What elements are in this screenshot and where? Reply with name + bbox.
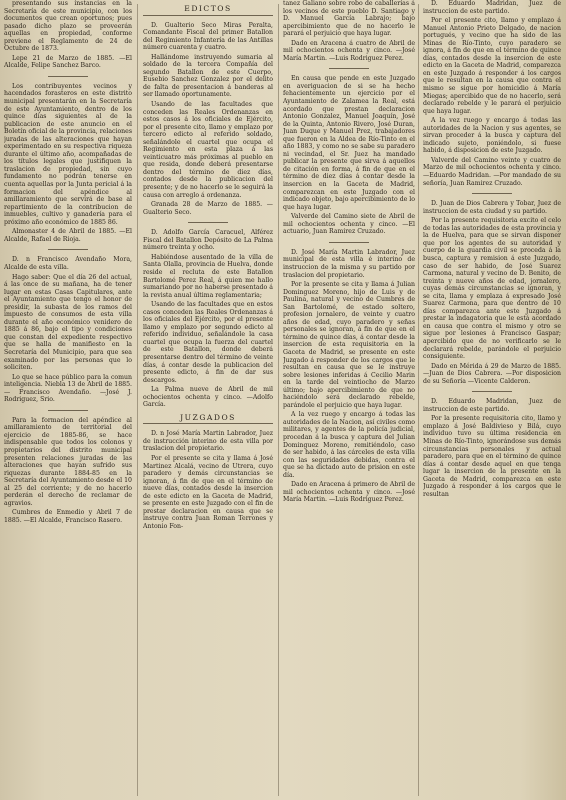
column-rule: [418, 4, 419, 796]
paragraph: D. José María Martin Labrador, Juez municipal de esta villa é interino de instruccion de la misma y su partido por traslacion del propietario.: [283, 248, 415, 279]
paragraph: Por la presente requisitoria cito, llamo y emplazo á José Baldivieso y Bilá, cuyo individuo tuvo su última residencia en Minas de Río-Tinto, ignorándose sus demás circunstancias personales y actual paradero, para que en el término de quince días á contar desde aquel en que tenga lugar la insercion de la presente en la Gaceta de Madrid, comparezca en este Juzgado á responder á los cargos que le resultan: [423, 415, 561, 498]
column-rule: [137, 4, 138, 796]
section-heading: JUZGADOS: [143, 414, 273, 425]
paragraph: Usando de las facultades que en estos casos conceden las Reales Ordenanzas á los oficiales del Ejército, por el presente llamo y emplazo por segundo edicto al referido individuo, señalándole la casa cuartel que ocupa la fuerza del cuartel de este Batallon, donde deberá presentarse dentro del término de veinte días, á contar desde la publicacion del presente edicto, á fin de dar sus descargos.: [143, 301, 273, 384]
section-separator: [472, 391, 512, 392]
paragraph: Por el presente cito, llamo y emplazo á Manuel Antonio Prieto Delgado, de nacion portugués, y vecino que ha sido de las Minas de Río-Tinto, cuyo paradero se ignora, á fin de que en el término de quince días, contados desde la insercion de este edicto en la Gaceta de Madrid, comparezca en este Juzgado á responder á los cargos que le resultan en la causa que contra el mismo se sigue por homicidio á María Miegas; apercibido que de no hacerlo, será declarado rebelde y le parará el perjuicio que haya lugar.: [423, 17, 561, 115]
paragraph: Por la presente se cita y llama á Julian Dominguez Moreno, hijo de Luis y de Paulina, natural y vecino de Cumbres de San Bartolomé, de estado soltero, profesion jornalero, de veinte y cuatro años de edad, cuyo paradero y señas personales se ignoran, á fin de que en el término de quince días, á contar desde la insercion de esta requisitoria en la Gaceta de Madrid, se presente en este Juzgado á responder de los cargos que le resultan en causa que se le instruye sobre lesiones inferidas á Cecilio Marin en la tarde del veintiocho de Marzo último; bajo apercibimiento de que no haciéndolo será declarado rebelde, parándole el perjuicio que haya lugar.: [283, 281, 415, 409]
column-rule: [278, 4, 279, 796]
paragraph: D. n Francisco Avendaño Mora, Alcalde de esta villa.: [4, 256, 132, 271]
paragraph: D. Eduardo Madridan, Juez de instruccion de este partido.: [423, 0, 561, 15]
paragraph: Por el presente se cita y llama á José Martinez Alcalá, vecino de Utrera, cuyo paradero y demás circunstancias se ignoran, á fin de que en el término de nueve días, contados desde la insercion de este edicto en la Gaceta de Madrid, se presente en este Juzgado con el fin de prestar declaracion en causa que se instruye contra Juan Roman Terrones y Antonio Fon-: [143, 454, 273, 530]
section-separator: [329, 68, 369, 69]
section-separator: [472, 193, 512, 194]
paragraph: Dado en Mérida á 29 de Marzo de 1885. —Juan de Dios Cabrera. —Por disposicion de su Señoría —Vicente Calderon.: [423, 362, 561, 385]
paragraph: D. Adolfo García Caracuel, Alférez Fiscal del Batallon Depósito de La Palma número treinta y ocho.: [143, 229, 273, 252]
paragraph: A la vez ruego y encargo á todas las autoridades de la Nacion, así civiles como militares, y agentes de la policía judicial, procedan á la busca y captura del Julian Dominguez Moreno, remitiéndolo, caso de ser habido, á las cárceles de esta villa con las seguridades debidas, contra el que se ha dictado auto de prision en este día.: [283, 411, 415, 479]
paragraph: Dado en Aracena á cuatro de Abril de mil ochocientos ochenta y cinco. —José María Martin. —Luis Rodriguez Perez.: [283, 39, 415, 62]
paragraph: D. Eduardo Madridan, Juez de instruccion de este partido.: [423, 398, 561, 413]
column-1: [4, 0, 132, 800]
paragraph: La Palma nueve de Abril de mil ochocientos ochenta y cinco. —Adolfo García.: [143, 386, 273, 409]
paragraph: Granada 28 de Marzo de 1885. —Gualterio Seco.: [143, 201, 273, 216]
paragraph: A la vez ruego y encargo á todas las autoridades de la Nacion y sus agentes, se sirvan proceder á la busca y captura del indicado sujeto, poniéndolo, si fuese habido, á disposicion de este Juzgado.: [423, 117, 561, 155]
paragraph: Para la formacion del apéndice al amillaramiento de territorial del ejercicio de 1885-86, se hace indispensable que todos los colonos y propietarios del distrito municipal presenten relaciones juradas de las alteraciones que hayan sufrido sus riquezas durante 1884-85 en la Secretaría del Ayuntamiento desde el 10 al 25 del corriente; y de no hacerlo perderán el derecho de reclamar de agravios.: [4, 416, 132, 507]
paragraph: D. Juan de Dios Cabrera y Tobar, Juez de instruccion de esta ciudad y su partido.: [423, 200, 561, 215]
paragraph: En causa que pende en este Juzgado en averiguacion de si se ha hecho fehacientemente un ejercicio por el Ayuntamiento de Zalamea la Real, está acordado que prestan declaracion Antonio Gonzalez, Manuel Joaquín, José de la Quinta, Antonio Rivero, José Duran, Juan Duque y Manuel Prez, trabajadores que fueron en la Aldea de Río-Tinto en el año 1883, y como no se sabe su paradero ni vecindad, el Sr. Juez ha mandado publicar la presente que sirva á aquellos de citación en forma, á fin de que en el término de diez días á contar desde la insercion en la Gaceta de Madrid, comparezcan en este Juzgado con el indicado objeto, bajo apercibimiento de lo que haya lugar.: [283, 75, 415, 211]
section-separator: [329, 242, 369, 243]
paragraph: Lepe 21 de Marzo de 1885. —El Alcalde, Felipe Sanchez Barco.: [4, 54, 132, 70]
paragraph: Dado en Aracena á primero de Abril de mil ochocientos ochenta y cinco. —José María Martin. —Luis Rodriguez Perez.: [283, 481, 415, 504]
paragraph: D. Gualterio Seco Miras Peralta, Comandante Fiscal del primer Batallon del Regimiento Infantería de las Antillas número cuarenta y cuatro.: [143, 21, 273, 52]
paragraph: Los contribuyentes vecinos y hacendados forasteros en este distrito municipal presentarán en la Secretaría de este Ayuntamiento, dentro de los quince días siguientes al de la publicacion de este anuncio en el Boletín oficial de la provincia, relaciones juradas de las alteraciones que hayan experimentado en su respectiva riqueza durante el último año, acompañadas de los títulos legales que justifiquen la traslacion de propiedad, sin cuyo fundamento no podrán tenerse en cuenta aquellas por la Junta pericial á la formacion del apéndice al amillaramiento que servirá de base al repartimiento de la contribucion de inmuebles, cultivo y ganadería para el próximo año económico de 1885 86.: [4, 82, 132, 226]
paragraph: Valverde del Camino veinte y cuatro de Marzo de mil ochocientos ochenta y cinco. —Eduardo Madridan. —Por mandado de su señoría, Juan Ramirez Cruzado.: [423, 156, 561, 187]
paragraph: Usando de las facultades que conceden las Reales Ordenanzas en estos casos á los oficiales de Ejército, por el presente cito, llamo y emplazo por tercero edicto al referido soldado, señalándole el cuartel que ocupa el Regimiento en esta plaza á las veinticuatro más próximas al pueblo en que resida, donde deberá presentarse dentro del término de diez días, contados desde la publicacion del presente; y de no hacerlo se le seguirá la causa con arreglo á ordenanza.: [143, 101, 273, 199]
section-separator: [188, 222, 228, 223]
section-separator: [48, 410, 88, 411]
column-4: [423, 0, 561, 800]
paragraph: presentando sus instancias en la Secretaría de este municipio, con los documentos que crean oportunos; pues pasado dicho plazo se proveerán aquellas en propiedad, conforme previene el Reglamento de 24 de Octubre de 1873.: [4, 0, 132, 53]
paragraph: Cumbres de Enmedio y Abril 7 de 1885. —El Alcalde, Francisco Rasero.: [4, 509, 132, 524]
section-heading: EDICTOS: [143, 5, 273, 16]
paragraph: Valverde del Camino siete de Abril de mil ochocientos ochenta y cinco. —El actuario, Juan Ramirez Cruzado.: [283, 213, 415, 236]
paragraph: Habiéndose ausentado de la villa de Santa Olalla, provincia de Huelva, donde reside el recluta de este Batallon Bartolomé Perez Real, á quien me hallo sumariando por no haberse presentado á la revista anual última reglamentaria;: [143, 253, 273, 299]
paragraph: Hallándome instruyendo sumaria al soldado de la tercera Compañía del segundo Batallon de este Cuerpo, Eusebio Sanchez Gonzalez por el delito de falta de presentacion á banderas al ser llamado oportunamente.: [143, 53, 273, 99]
column-3: [283, 0, 415, 800]
paragraph: Hago saber: Que el día 26 del actual, á las once de su mañana, ha de tener lugar en estas Casas Capitulares, ante el Ayuntamiento que tengo el honor de presidir, la subasta de los ramos del impuesto de consumos de esta villa durante el año económico venidero de 1885 á 86, bajo el tipo y condiciones que constan del expediente respectivo que se halla de manifiesto en la Secretaría del Municipio, para que sea examinado por las personas que lo soliciten.: [4, 273, 132, 372]
paragraph: Almonaster 4 de Abril de 1885. —El Alcalde, Rafael de Rioja.: [4, 228, 132, 243]
paragraph: D. n José María Martin Labrador, Juez de instrucción interino de esta villa por traslacion del propietario.: [143, 430, 273, 453]
paragraph: Lo que se hace público para la comun inteligencia. Niebla 13 de Abril de 1885. — Francisco Avendaño. —José J. Rodriguez, Srio.: [4, 373, 132, 404]
paragraph: Por la presente requisitoria excito el celo de todas las autoridades de esta provincia y la de Huelva, para que se sirvan disponer que por los agentes de su autoridad y cuerpo de la guardia civil se proceda á la busca, captura y remision á este Juzgado, caso de ser habido, de José Suarez Carmona, natural y vecino de D. Benito, de treinta y nueve años de edad, jornalero, cuyas demás circunstancias se ignoran, y se cita, llama y emplaza á expresado José Suarez Carmona, para que dentro de 10 días comparezca ante este Juzgado á prestar la indagatoria que le está acordado en causa que contra el mismo y otro se sigue por lesiones á Francisco Gaspar; apercibido que de no verificarlo se le declarará rebelde, parándole el perjuicio consiguiente.: [423, 217, 561, 361]
column-2: [143, 0, 273, 800]
paragraph: tanez Galiano sobre robo de caballerías á los vecinos de este pueblo D. Santiago y D. Manuel García Labrajo; bajo apercibimiento que de no hacerlo le parará el perjuicio que haya lugar.: [283, 0, 415, 38]
section-separator: [48, 249, 88, 250]
section-separator: [48, 76, 88, 77]
